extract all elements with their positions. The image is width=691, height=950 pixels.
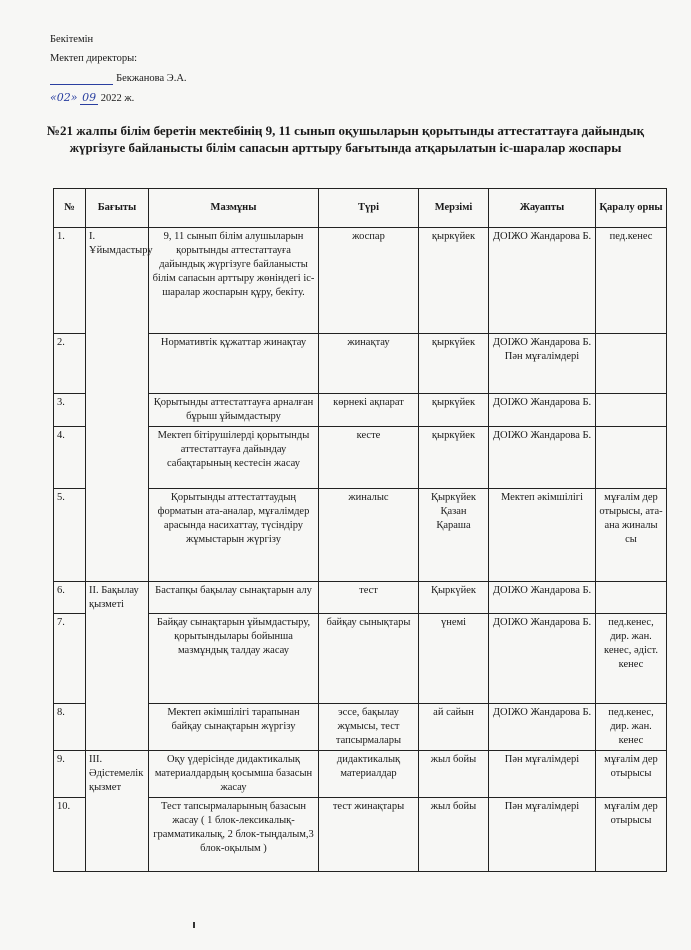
row-review-place: мұғалім дер отырысы <box>596 798 667 872</box>
row-term: Қыркүйек <box>419 582 489 614</box>
row-term: жыл бойы <box>419 798 489 872</box>
row-content: Оқу үдерісінде дидактикалық материалдардың қосымша базасын жасау <box>149 751 319 798</box>
row-number: 4. <box>54 427 86 489</box>
handwritten-signature <box>50 71 113 85</box>
row-term: қыркүйек <box>419 427 489 489</box>
row-type: жиналыс <box>319 489 419 582</box>
table-row <box>54 751 667 798</box>
row-responsible: Мектеп әкімшілігі <box>489 489 596 582</box>
row-number: 8. <box>54 704 86 751</box>
row-number: 7. <box>54 614 86 704</box>
row-type: байқау сынықтары <box>319 614 419 704</box>
row-responsible: ДОІЖО Жандарова Б. <box>489 582 596 614</box>
row-term: қыркүйек <box>419 394 489 427</box>
row-type: тест <box>319 582 419 614</box>
row-content: Қорытынды аттестаттаудың форматын ата-аналар, мұғалімдер арасында насихаттау, түсіндіру жұмыстарын жүргізу <box>149 489 319 582</box>
approval-block <box>50 30 187 108</box>
row-term: қыркүйек <box>419 228 489 334</box>
header-term: Мерзімі <box>419 189 489 228</box>
row-term: Қыркүйек Қазан Қараша <box>419 489 489 582</box>
row-type: жинақтау <box>319 334 419 394</box>
row-responsible: ДОІЖО Жандарова Б. <box>489 614 596 704</box>
table-row <box>54 582 667 614</box>
row-review-place: пед.кенес, дир. жан. кенес <box>596 704 667 751</box>
table-row <box>54 228 667 334</box>
row-review-place: пед.кенес <box>596 228 667 334</box>
direction-cell: III. Әдістемелік қызмет <box>86 751 149 872</box>
date-day: «02» <box>50 91 78 104</box>
row-number: 3. <box>54 394 86 427</box>
row-content: 9, 11 сынып білім алушыларын қорытынды аттестаттауға дайындық жүргізуге байланысты білім сапасын арттыру жөніндегі іс-шаралар жоспарын құру, бекіту. <box>149 228 319 334</box>
document-title: №21 жалпы білім беретін мектебінің 9, 11 сынып оқушыларын қорытынды аттестаттауға дайындық жүргізуге байланысты білім сапасын арттыру бағытында атқарылатын іс-шаралар жоспары <box>46 123 645 155</box>
row-type: жоспар <box>319 228 419 334</box>
row-type: көрнекі ақпарат <box>319 394 419 427</box>
row-responsible: Пән мұғалімдері <box>489 798 596 872</box>
row-type: тест жинақтары <box>319 798 419 872</box>
director-name: Бекжанова Э.А. <box>116 73 187 84</box>
director-position: Мектеп директоры: <box>50 53 138 64</box>
row-review-place: мұғалім дер отырысы, ата-ана жиналы сы <box>596 489 667 582</box>
row-number: 1. <box>54 228 86 334</box>
row-content: Бастапқы бақылау сынақтарын алу <box>149 582 319 614</box>
row-number: 2. <box>54 334 86 394</box>
approval-date <box>50 88 187 108</box>
direction-cell: I. Ұйымдастыру <box>86 228 149 582</box>
row-review-place <box>596 394 667 427</box>
header-type: Түрі <box>319 189 419 228</box>
header-direction: Бағыты <box>86 189 149 228</box>
row-responsible: ДОІЖО Жандарова Б. <box>489 427 596 489</box>
row-number: 6. <box>54 582 86 614</box>
row-responsible: ДОІЖО Жандарова Б. <box>489 228 596 334</box>
plan-table <box>53 188 667 872</box>
row-content: Байқау сынақтарын ұйымдастыру, қорытындылары бойынша мазмұндық талдау жасау <box>149 614 319 704</box>
row-term: қыркүйек <box>419 334 489 394</box>
row-content: Мектеп әкімшілігі тарапынан байқау сынақтарын жүргізу <box>149 704 319 751</box>
row-content: Қорытынды аттестаттауға арналған бұрыш ұйымдастыру <box>149 394 319 427</box>
approval-label: Бекітемін <box>50 34 94 45</box>
row-responsible: Пән мұғалімдері <box>489 751 596 798</box>
row-type: эссе, бақылау жұмысы, тест тапсырмалары <box>319 704 419 751</box>
date-year: 2022 ж. <box>100 93 135 104</box>
row-number: 10. <box>54 798 86 872</box>
director-signature-line <box>50 68 187 88</box>
row-review-place: мұғалім дер отырысы <box>596 751 667 798</box>
row-type: дидактикалық материалдар <box>319 751 419 798</box>
row-review-place: пед.кенес, дир. жан. кенес, әдіст. кенес <box>596 614 667 704</box>
row-responsible: ДОІЖО Жандарова Б. Пән мұғалімдері <box>489 334 596 394</box>
row-responsible: ДОІЖО Жандарова Б. <box>489 704 596 751</box>
row-term: ай сайын <box>419 704 489 751</box>
date-month: 09 <box>82 91 97 104</box>
header-content: Мазмұны <box>149 189 319 228</box>
row-content: Тест тапсырмаларының базасын жасау ( 1 блок-лексикалық-грамматикалық, 2 блок-тыңдалым,3 блок-оқылым ) <box>149 798 319 872</box>
row-number: 5. <box>54 489 86 582</box>
header-review-place: Қаралу орны <box>596 189 667 228</box>
row-content: Мектеп бітірушілерді қорытынды аттестаттауға дайындау сабақтарының кестесін жасау <box>149 427 319 489</box>
stray-mark <box>193 922 195 928</box>
row-review-place <box>596 334 667 394</box>
header-responsible: Жауапты <box>489 189 596 228</box>
row-term: жыл бойы <box>419 751 489 798</box>
row-type: кесте <box>319 427 419 489</box>
row-number: 9. <box>54 751 86 798</box>
row-responsible: ДОІЖО Жандарова Б. <box>489 394 596 427</box>
row-review-place <box>596 582 667 614</box>
direction-cell: II. Бақылау қызметі <box>86 582 149 751</box>
row-term: үнемі <box>419 614 489 704</box>
row-review-place <box>596 427 667 489</box>
table-header-row <box>54 189 667 228</box>
header-number: № <box>54 189 86 228</box>
row-content: Нормативтік құжаттар жинақтау <box>149 334 319 394</box>
